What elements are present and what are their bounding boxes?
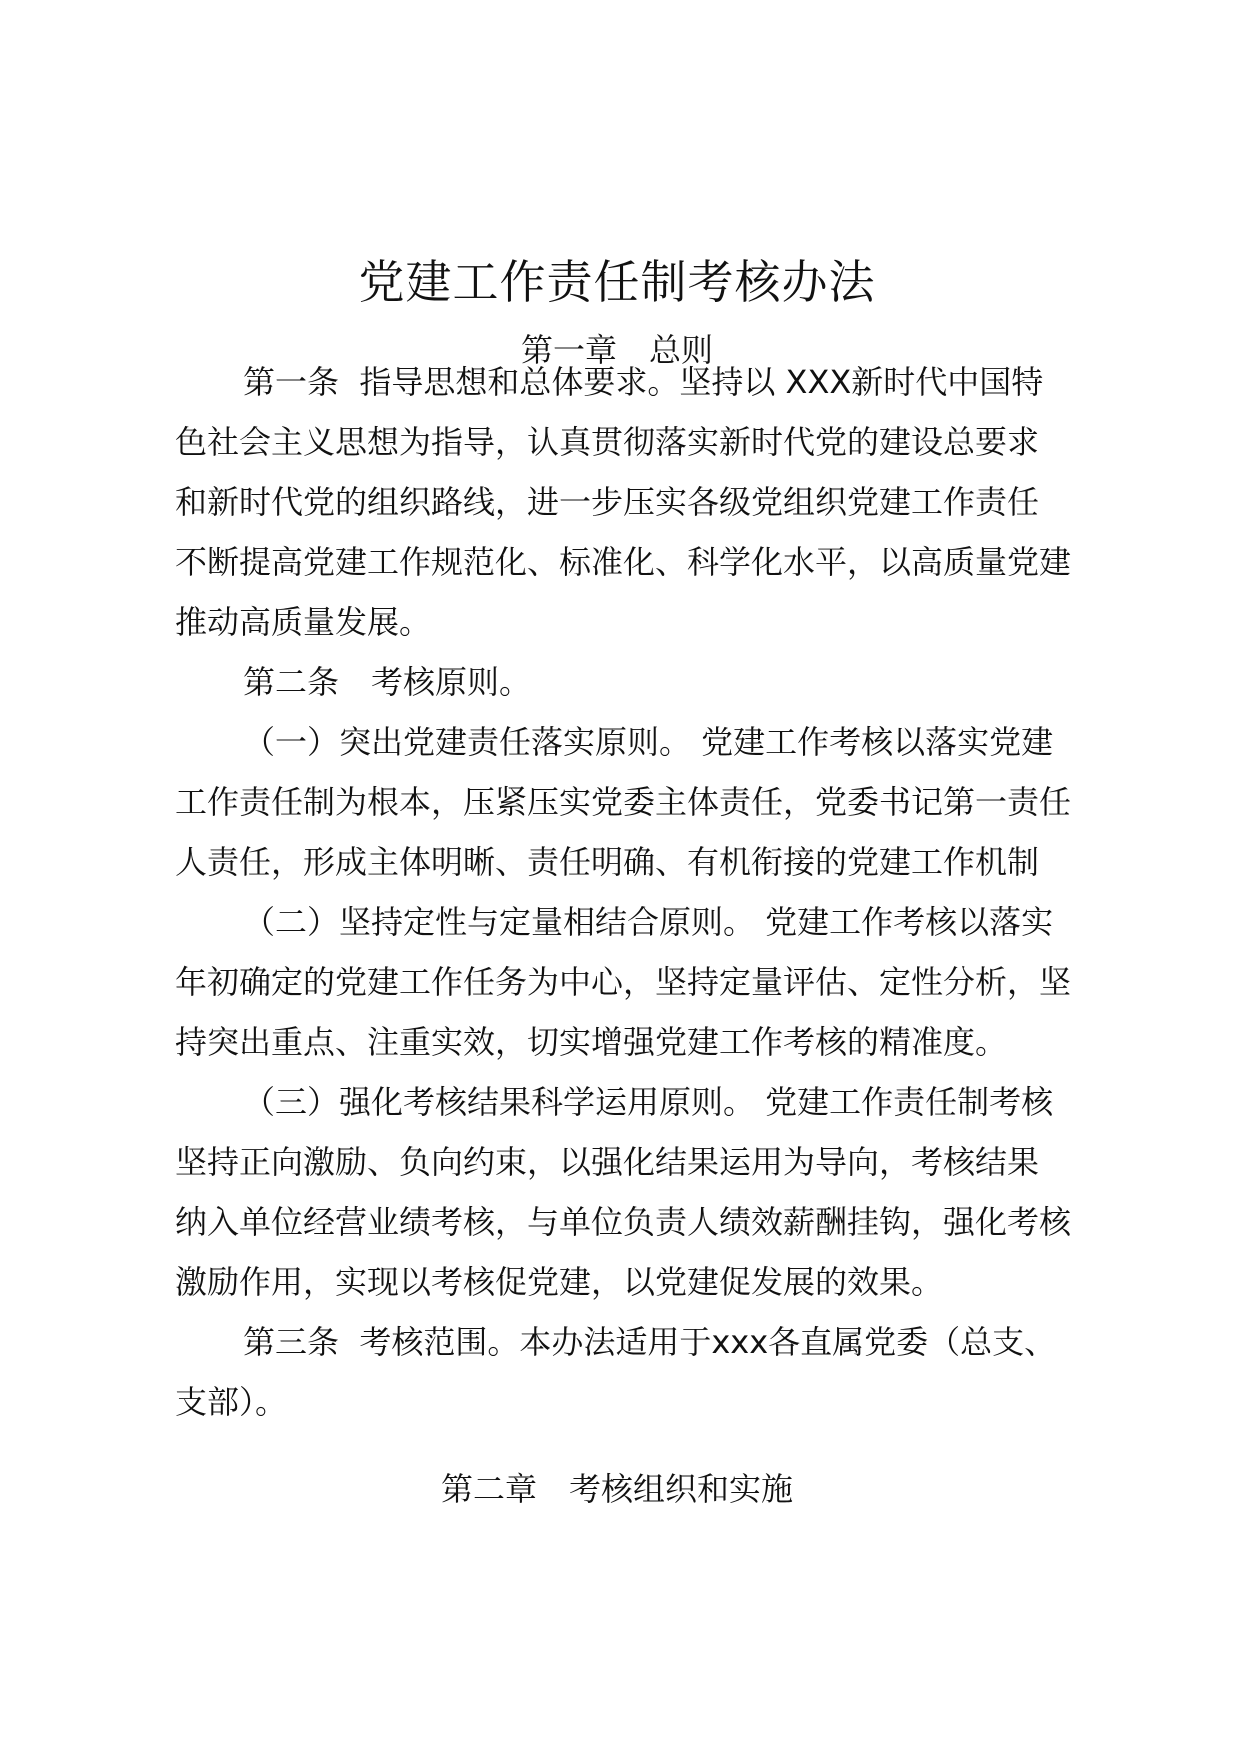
paragraph-line: 年初确定的党建工作任务为中心，坚持定量评估、定性分析，坚 — [175, 963, 1072, 1001]
paragraph-line: 支部）。 — [175, 1383, 288, 1421]
paragraph-line: 第一条 指导思想和总体要求。坚持以 XXX新时代中国特 — [243, 363, 1044, 401]
paragraph-line: 纳入单位经营业绩考核，与单位负责人绩效薪酬挂钩，强化考核 — [175, 1203, 1072, 1241]
chapter-heading-1: 第一章 总则 — [520, 331, 713, 369]
paragraph-line: 推动高质量发展。 — [175, 603, 432, 641]
paragraph-line: 第二条 考核原则。 — [243, 663, 532, 701]
paragraph-line: 激励作用，实现以考核促党建，以党建促发展的效果。 — [175, 1263, 944, 1301]
paragraph-line: 第三条 考核范围。本办法适用于xxx各直属党委（总支、 — [243, 1323, 1057, 1361]
paragraph-line: （三）强化考核结果科学运用原则。 党建工作责任制考核 — [243, 1083, 1054, 1121]
paragraph-line: 人责任，形成主体明晰、责任明确、有机衔接的党建工作机制 — [175, 843, 1040, 881]
principle-2-paragraph — [175, 892, 1095, 1072]
paragraph-line: 和新时代党的组织路线，进一步压实各级党组织党建工作责任 — [175, 483, 1040, 521]
paragraph-line: 工作责任制为根本，压紧压实党委主体责任，党委书记第一责任 — [175, 783, 1072, 821]
chapter-heading-2: 第二章 考核组织和实施 — [440, 1470, 793, 1508]
article-3-paragraph — [175, 1312, 1095, 1432]
paragraph-line: （二）坚持定性与定量相结合原则。 党建工作考核以落实 — [243, 903, 1054, 941]
paragraph-line: 持突出重点、注重实效，切实增强党建工作考核的精准度。 — [175, 1023, 1008, 1061]
article-1-paragraph — [175, 352, 1095, 652]
document-title: 党建工作责任制考核办法 — [358, 255, 876, 309]
paragraph-line: 坚持正向激励、负向约束，以强化结果运用为导向，考核结果 — [175, 1143, 1040, 1181]
paragraph-line: （一）突出党建责任落实原则。 党建工作考核以落实党建 — [243, 723, 1054, 761]
paragraph-line: 不断提高党建工作规范化、标准化、科学化水平，以高质量党建 — [175, 543, 1072, 581]
article-2-paragraph — [175, 652, 1095, 712]
principle-3-paragraph — [175, 1072, 1095, 1312]
paragraph-line: 色社会主义思想为指导，认真贯彻落实新时代党的建设总要求 — [175, 423, 1040, 461]
principle-1-paragraph — [175, 712, 1095, 892]
